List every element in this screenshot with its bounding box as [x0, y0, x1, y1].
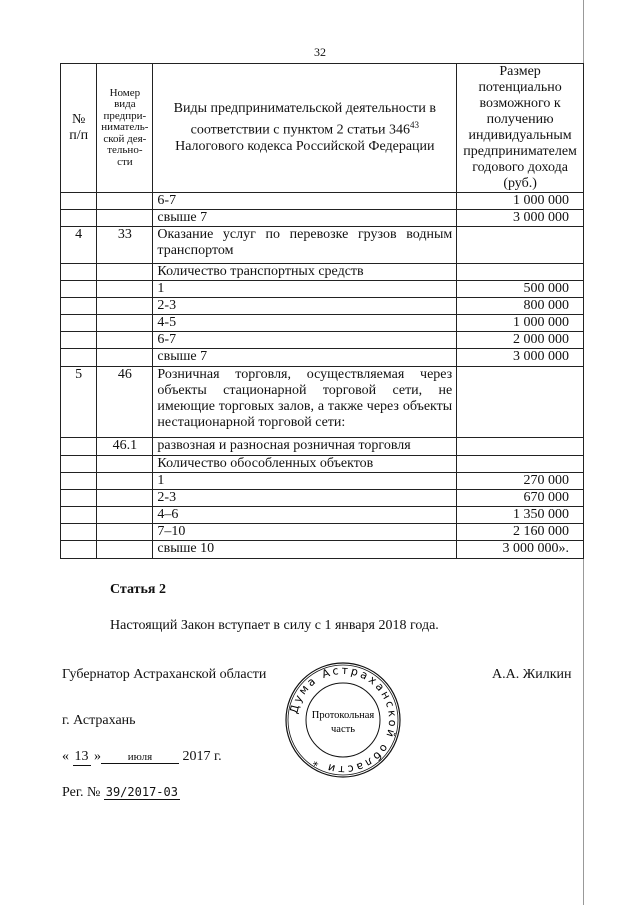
row-number [61, 456, 97, 473]
row-number: 5 [61, 367, 97, 438]
row-number [61, 524, 97, 541]
row-activity: 1 [153, 473, 457, 490]
row-number [61, 507, 97, 524]
row-number [61, 349, 97, 367]
row-code [97, 210, 153, 227]
header-num: № п/п [61, 64, 97, 193]
row-code [97, 264, 153, 281]
row-amount: 1 000 000 [457, 315, 584, 332]
row-number [61, 438, 97, 456]
article-title: Статья 2 [110, 582, 166, 597]
seal-stamp [283, 660, 403, 780]
row-amount [457, 438, 584, 456]
row-code [97, 298, 153, 315]
page-number: 32 [314, 45, 326, 59]
row-amount: 670 000 [457, 490, 584, 507]
table-row [61, 349, 584, 367]
table-row [61, 456, 584, 473]
row-number: 4 [61, 227, 97, 264]
row-activity: 4–6 [153, 507, 457, 524]
article-text: Настоящий Закон вступает в силу с 1 января 2018 года. [110, 618, 439, 633]
table-row [61, 524, 584, 541]
row-amount: 1 000 000 [457, 193, 584, 210]
row-number [61, 473, 97, 490]
header-code: Номер вида предпри-ниматель-ской дея-тельно-сти [97, 64, 153, 193]
row-code: 46 [97, 367, 153, 438]
row-activity: Количество обособленных объектов [153, 456, 457, 473]
row-code [97, 473, 153, 490]
row-code [97, 456, 153, 473]
row-amount: 3 000 000». [457, 541, 584, 559]
row-amount: 270 000 [457, 473, 584, 490]
table-row [61, 507, 584, 524]
row-code [97, 541, 153, 559]
row-activity: 2-3 [153, 298, 457, 315]
table-row [61, 438, 584, 456]
row-code [97, 490, 153, 507]
row-amount: 800 000 [457, 298, 584, 315]
row-number [61, 332, 97, 349]
row-activity: Количество транспортных средств [153, 264, 457, 281]
table-row [61, 541, 584, 559]
row-activity: Оказание услуг по перевозке грузов водным транспортом [153, 227, 457, 264]
row-activity: 6-7 [153, 332, 457, 349]
table-row [61, 473, 584, 490]
svg-text:Протокольная: Протокольная [311, 710, 375, 721]
row-number [61, 541, 97, 559]
row-number [61, 281, 97, 298]
row-amount: 500 000 [457, 281, 584, 298]
row-number [61, 490, 97, 507]
row-activity: 4-5 [153, 315, 457, 332]
row-code: 33 [97, 227, 153, 264]
table-row [61, 281, 584, 298]
svg-text:часть: часть [331, 724, 355, 735]
row-code [97, 315, 153, 332]
row-code [97, 507, 153, 524]
header-amount: Размер потенциально возможного к получению индивидуальным предпринимателем годового дохода (руб.) [457, 64, 584, 193]
table-row [61, 210, 584, 227]
row-activity: развозная и разносная розничная торговля [153, 438, 457, 456]
signatory-position: Губернатор Астраханской области [62, 667, 267, 682]
row-number [61, 315, 97, 332]
row-amount: 2 000 000 [457, 332, 584, 349]
row-amount [457, 264, 584, 281]
row-number [61, 264, 97, 281]
row-activity: 2-3 [153, 490, 457, 507]
row-amount: 1 350 000 [457, 507, 584, 524]
row-activity: 7–10 [153, 524, 457, 541]
table-row [61, 490, 584, 507]
row-amount [457, 456, 584, 473]
signing-date: « 13 » июля 2017 г. [62, 749, 222, 764]
signatory-name: А.А. Жилкин [492, 667, 572, 682]
row-number [61, 298, 97, 315]
table-row [61, 264, 584, 281]
row-code [97, 281, 153, 298]
svg-text:Дума Астраханской области *: Дума Астраханской области * [287, 663, 400, 777]
table-row [61, 367, 584, 438]
row-activity: 6-7 [153, 193, 457, 210]
header-activity: Виды предпринимательской деятельности в соответствии с пунктом 2 статьи $346^{43}$ Налогового кодекса Российской Федерации [153, 64, 457, 193]
row-activity: 1 [153, 281, 457, 298]
row-activity: свыше 7 [153, 210, 457, 227]
row-amount [457, 367, 584, 438]
row-code [97, 524, 153, 541]
city: г. Астрахань [62, 713, 136, 728]
table-row [61, 298, 584, 315]
table-header-row [61, 64, 584, 193]
row-number [61, 193, 97, 210]
table-row [61, 332, 584, 349]
row-code [97, 349, 153, 367]
table-row [61, 227, 584, 264]
row-amount [457, 227, 584, 264]
row-amount: 2 160 000 [457, 524, 584, 541]
row-amount: 3 000 000 [457, 210, 584, 227]
row-code [97, 332, 153, 349]
registration: Рег. № 39/2017-03 [62, 785, 178, 800]
row-code: 46.1 [97, 438, 153, 456]
activity-income-table [60, 63, 584, 559]
row-code [97, 193, 153, 210]
row-amount: 3 000 000 [457, 349, 584, 367]
row-number [61, 210, 97, 227]
row-activity: свыше 7 [153, 349, 457, 367]
table-row [61, 315, 584, 332]
table-row [61, 193, 584, 210]
row-activity: свыше 10 [153, 541, 457, 559]
row-activity: Розничная торговля, осуществляемая через объекты стационарной торговой сети, не имеющие торговых залов, а также через объекты нестационарной торговой сети: [153, 367, 457, 438]
